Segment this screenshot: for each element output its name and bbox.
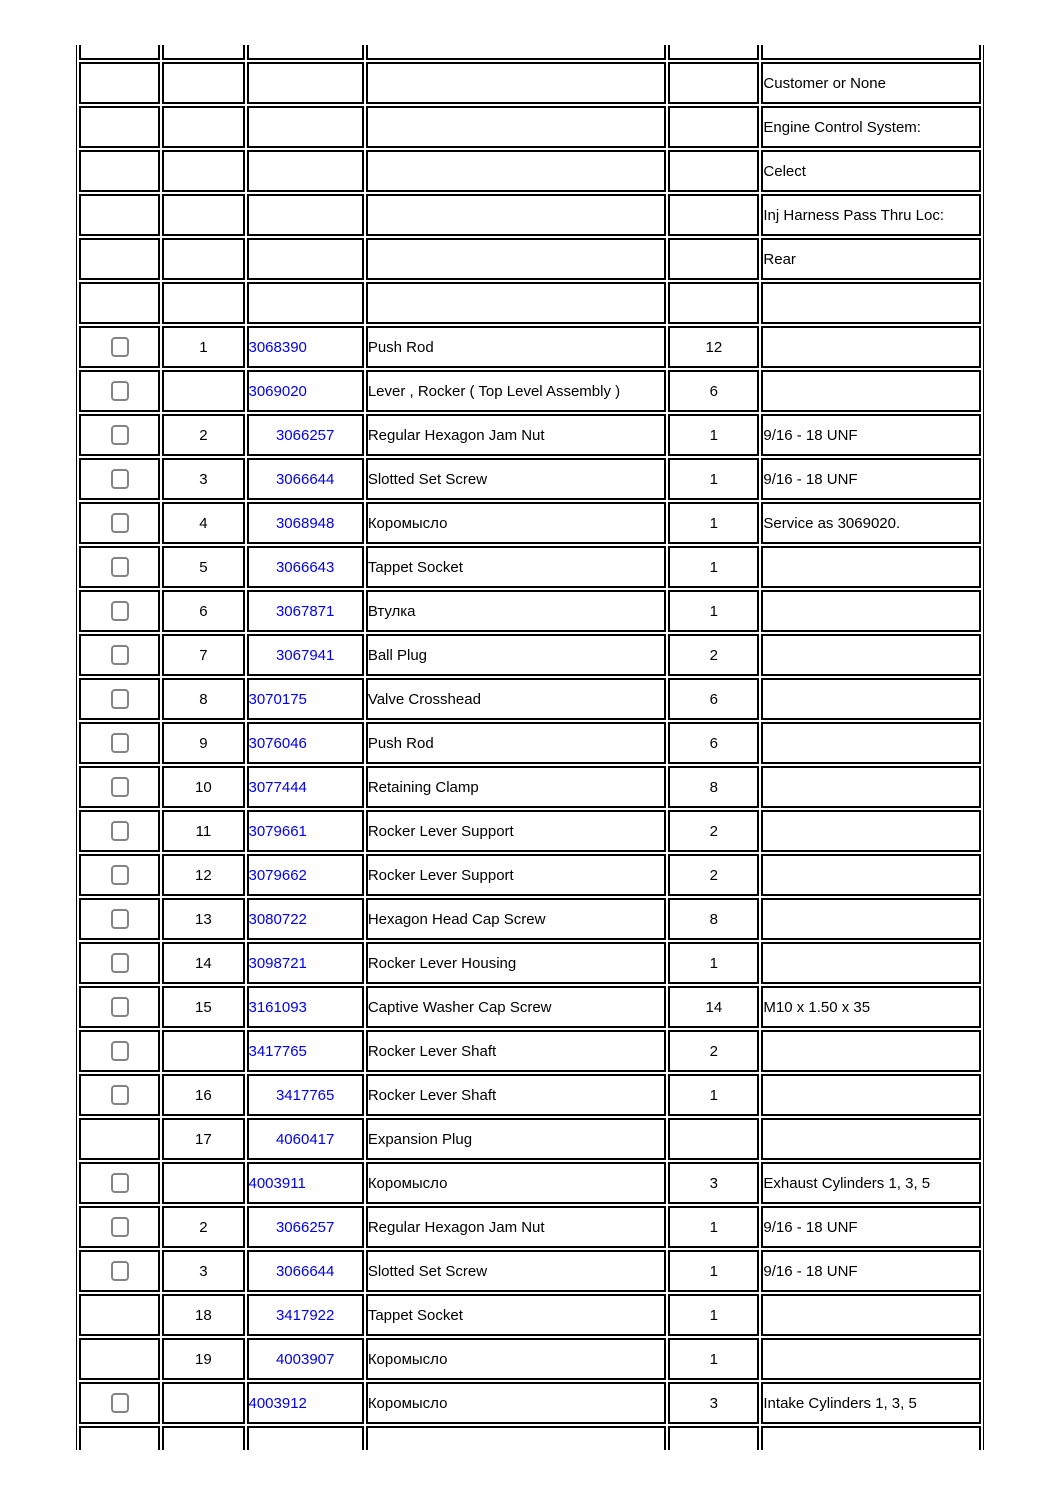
part-number-cell (247, 1118, 364, 1160)
table-row (79, 634, 981, 676)
table-row (79, 194, 981, 236)
quantity-cell: 6 (668, 678, 759, 720)
quantity-cell: 2 (668, 634, 759, 676)
part-number-cell (247, 1030, 364, 1072)
description-cell (366, 194, 666, 236)
row-checkbox[interactable] (111, 425, 129, 445)
part-number-cell (247, 546, 364, 588)
checkbox-cell (79, 414, 160, 456)
part-number-link[interactable]: 3070175 (248, 690, 307, 708)
description-cell: Tappet Socket (366, 1294, 666, 1336)
part-number-link[interactable]: 3067941 (275, 646, 335, 664)
item-number-cell: 13 (162, 898, 244, 940)
table-row (79, 414, 981, 456)
quantity-cell: 14 (668, 986, 759, 1028)
item-number-cell: 2 (162, 1206, 244, 1248)
quantity-cell: 3 (668, 1382, 759, 1424)
quantity-cell: 1 (668, 1250, 759, 1292)
table-row (79, 1338, 981, 1380)
description-cell: Коромысло (366, 1382, 666, 1424)
row-checkbox[interactable] (111, 645, 129, 665)
table-row (79, 326, 981, 368)
description-cell: Rocker Lever Housing (366, 942, 666, 984)
part-number-link[interactable]: 3067871 (275, 602, 335, 620)
checkbox-cell (79, 62, 160, 104)
item-number-cell (162, 150, 244, 192)
description-cell: Slotted Set Screw (366, 458, 666, 500)
checkbox-cell (79, 1250, 160, 1292)
row-checkbox[interactable] (111, 337, 129, 357)
part-number-link[interactable]: 3417765 (248, 1042, 307, 1060)
part-number-link[interactable]: 3077444 (248, 778, 307, 796)
quantity-cell: 1 (668, 1338, 759, 1380)
quantity-cell: 1 (668, 458, 759, 500)
description-cell: Expansion Plug (366, 1118, 666, 1160)
part-number-cell (247, 766, 364, 808)
quantity-cell: 8 (668, 898, 759, 940)
table-row (79, 1074, 981, 1116)
remarks-cell (761, 1030, 981, 1072)
part-number-link[interactable]: 3066257 (275, 426, 335, 444)
description-cell: Push Rod (366, 722, 666, 764)
checkbox-cell (79, 1338, 160, 1380)
part-number-cell (247, 1206, 364, 1248)
item-number-cell: 3 (162, 1250, 244, 1292)
item-number-cell: 16 (162, 1074, 244, 1116)
part-number-cell (247, 1250, 364, 1292)
part-number-cell (247, 722, 364, 764)
item-number-cell: 10 (162, 766, 244, 808)
quantity-cell: 6 (668, 722, 759, 764)
checkbox-cell (79, 1382, 160, 1424)
checkbox-cell (79, 1426, 160, 1450)
part-number-link[interactable]: 3161093 (248, 998, 307, 1016)
part-number-link[interactable]: 3080722 (248, 910, 307, 928)
quantity-cell (668, 1118, 759, 1160)
row-checkbox[interactable] (111, 1261, 129, 1281)
checkbox-cell (79, 634, 160, 676)
remarks-cell: 9/16 - 18 UNF (761, 414, 981, 456)
description-cell: Captive Washer Cap Screw (366, 986, 666, 1028)
part-number-cell (247, 898, 364, 940)
item-number-cell (162, 1382, 244, 1424)
table-row (79, 1162, 981, 1204)
part-number-link[interactable]: 4060417 (275, 1130, 335, 1148)
checkbox-cell (79, 722, 160, 764)
description-cell: Rocker Lever Shaft (366, 1074, 666, 1116)
part-number-cell (247, 942, 364, 984)
quantity-cell: 2 (668, 854, 759, 896)
remarks-cell (761, 590, 981, 632)
checkbox-cell (79, 1118, 160, 1160)
part-number-cell (247, 1162, 364, 1204)
item-number-cell (162, 194, 244, 236)
table-row (79, 106, 981, 148)
table-row (79, 766, 981, 808)
checkbox-cell (79, 590, 160, 632)
description-cell: Regular Hexagon Jam Nut (366, 414, 666, 456)
checkbox-cell (79, 766, 160, 808)
table-row (79, 1118, 981, 1160)
checkbox-cell (79, 238, 160, 280)
item-number-cell: 8 (162, 678, 244, 720)
table-row (79, 282, 981, 324)
description-cell: Rocker Lever Support (366, 854, 666, 896)
checkbox-cell (79, 898, 160, 940)
part-number-link[interactable]: 3066643 (275, 558, 335, 576)
part-number-cell (247, 590, 364, 632)
row-checkbox[interactable] (111, 469, 129, 489)
quantity-cell (668, 238, 759, 280)
checkbox-cell (79, 1074, 160, 1116)
checkbox-cell (79, 106, 160, 148)
part-number-cell (247, 194, 364, 236)
table-row (79, 370, 981, 412)
table-row (79, 898, 981, 940)
quantity-cell: 1 (668, 1294, 759, 1336)
part-number-cell (247, 370, 364, 412)
row-checkbox[interactable] (111, 909, 129, 929)
quantity-cell: 1 (668, 942, 759, 984)
table-row (79, 1294, 981, 1336)
part-number-link[interactable]: 4003911 (248, 1174, 306, 1192)
part-number-link[interactable]: 3066257 (275, 1218, 335, 1236)
row-checkbox[interactable] (111, 1173, 129, 1193)
quantity-cell (668, 106, 759, 148)
quantity-cell: 1 (668, 502, 759, 544)
description-cell: Rocker Lever Support (366, 810, 666, 852)
row-checkbox[interactable] (111, 381, 129, 401)
description-cell (366, 106, 666, 148)
table-row (79, 1030, 981, 1072)
part-number-cell (247, 1074, 364, 1116)
checkbox-cell (79, 45, 160, 60)
part-number-cell (247, 326, 364, 368)
quantity-cell: 1 (668, 1074, 759, 1116)
part-number-link[interactable]: 3068948 (275, 514, 335, 532)
description-cell (366, 45, 666, 60)
item-number-cell (162, 238, 244, 280)
description-cell: Hexagon Head Cap Screw (366, 898, 666, 940)
item-number-cell (162, 106, 244, 148)
item-number-cell: 4 (162, 502, 244, 544)
description-cell: Коромысло (366, 1338, 666, 1380)
part-number-cell (247, 150, 364, 192)
item-number-cell: 19 (162, 1338, 244, 1380)
part-number-cell (247, 810, 364, 852)
remarks-cell (761, 854, 981, 896)
checkbox-cell (79, 282, 160, 324)
part-number-link[interactable]: 3079661 (248, 822, 307, 840)
remarks-cell (761, 45, 981, 60)
part-number-cell (247, 1338, 364, 1380)
part-number-link[interactable]: 3069020 (248, 382, 307, 400)
part-number-link[interactable]: 3417765 (275, 1086, 335, 1104)
item-number-cell: 5 (162, 546, 244, 588)
table-row (79, 238, 981, 280)
table-row (79, 1250, 981, 1292)
table-row (79, 546, 981, 588)
item-number-cell (162, 62, 244, 104)
part-number-cell (247, 986, 364, 1028)
remarks-cell: Service as 3069020. (761, 502, 981, 544)
quantity-cell: 1 (668, 590, 759, 632)
quantity-cell: 1 (668, 414, 759, 456)
quantity-cell (668, 282, 759, 324)
remarks-cell (761, 678, 981, 720)
remarks-cell: Celect (761, 150, 981, 192)
description-cell: Коромысло (366, 502, 666, 544)
table-row (79, 458, 981, 500)
item-number-cell: 6 (162, 590, 244, 632)
part-number-cell (247, 678, 364, 720)
remarks-cell (761, 810, 981, 852)
item-number-cell (162, 1426, 244, 1450)
remarks-cell (761, 1118, 981, 1160)
item-number-cell: 18 (162, 1294, 244, 1336)
table-row (79, 810, 981, 852)
part-number-cell (247, 1382, 364, 1424)
part-number-link[interactable]: 3417922 (275, 1306, 335, 1324)
checkbox-cell (79, 458, 160, 500)
part-number-cell (247, 458, 364, 500)
quantity-cell: 8 (668, 766, 759, 808)
table-row (79, 986, 981, 1028)
row-checkbox[interactable] (111, 997, 129, 1017)
part-number-link[interactable]: 3098721 (248, 954, 307, 972)
remarks-cell: Exhaust Cylinders 1, 3, 5 (761, 1162, 981, 1204)
table-row (79, 854, 981, 896)
description-cell: Lever , Rocker ( Top Level Assembly ) (366, 370, 666, 412)
quantity-cell: 2 (668, 810, 759, 852)
table-row (79, 62, 981, 104)
remarks-cell: 9/16 - 18 UNF (761, 1206, 981, 1248)
description-cell: Retaining Clamp (366, 766, 666, 808)
row-checkbox[interactable] (111, 1393, 129, 1413)
checkbox-cell (79, 370, 160, 412)
description-cell (366, 62, 666, 104)
description-cell (366, 150, 666, 192)
checkbox-cell (79, 1294, 160, 1336)
remarks-cell (761, 370, 981, 412)
row-checkbox[interactable] (111, 865, 129, 885)
description-cell: Slotted Set Screw (366, 1250, 666, 1292)
part-number-cell (247, 62, 364, 104)
checkbox-cell (79, 326, 160, 368)
remarks-cell: Customer or None (761, 62, 981, 104)
remarks-cell (761, 898, 981, 940)
part-number-link[interactable]: 3066644 (275, 1262, 335, 1280)
part-number-cell (247, 1294, 364, 1336)
remarks-cell: 9/16 - 18 UNF (761, 1250, 981, 1292)
row-checkbox[interactable] (111, 689, 129, 709)
remarks-cell: Engine Control System: (761, 106, 981, 148)
parts-table-body (79, 45, 981, 1450)
item-number-cell: 11 (162, 810, 244, 852)
row-checkbox[interactable] (111, 777, 129, 797)
remarks-cell: 9/16 - 18 UNF (761, 458, 981, 500)
description-cell: Коромысло (366, 1162, 666, 1204)
description-cell (366, 282, 666, 324)
table-row (79, 502, 981, 544)
description-cell: Valve Crosshead (366, 678, 666, 720)
remarks-cell (761, 1426, 981, 1450)
part-number-cell (247, 854, 364, 896)
table-row (79, 678, 981, 720)
part-number-cell (247, 634, 364, 676)
row-checkbox[interactable] (111, 557, 129, 577)
row-checkbox[interactable] (111, 513, 129, 533)
parts-table (76, 45, 984, 1450)
remarks-cell (761, 942, 981, 984)
item-number-cell: 12 (162, 854, 244, 896)
quantity-cell: 2 (668, 1030, 759, 1072)
row-checkbox[interactable] (111, 1041, 129, 1061)
part-number-cell (247, 106, 364, 148)
item-number-cell (162, 370, 244, 412)
quantity-cell: 1 (668, 1206, 759, 1248)
description-cell: Regular Hexagon Jam Nut (366, 1206, 666, 1248)
row-checkbox[interactable] (111, 601, 129, 621)
quantity-cell: 3 (668, 1162, 759, 1204)
remarks-cell: Intake Cylinders 1, 3, 5 (761, 1382, 981, 1424)
quantity-cell (668, 194, 759, 236)
quantity-cell: 6 (668, 370, 759, 412)
part-number-cell (247, 414, 364, 456)
item-number-cell: 7 (162, 634, 244, 676)
item-number-cell (162, 1162, 244, 1204)
remarks-cell (761, 1074, 981, 1116)
table-row (79, 722, 981, 764)
item-number-cell: 9 (162, 722, 244, 764)
checkbox-cell (79, 1030, 160, 1072)
remarks-cell (761, 282, 981, 324)
checkbox-cell (79, 150, 160, 192)
row-checkbox[interactable] (111, 821, 129, 841)
item-number-cell: 15 (162, 986, 244, 1028)
quantity-cell (668, 150, 759, 192)
checkbox-cell (79, 546, 160, 588)
part-number-link[interactable]: 3076046 (248, 734, 307, 752)
row-checkbox[interactable] (111, 733, 129, 753)
remarks-cell (761, 1294, 981, 1336)
remarks-cell (761, 634, 981, 676)
part-number-link[interactable]: 3066644 (275, 470, 335, 488)
table-row (79, 1426, 981, 1450)
row-checkbox[interactable] (111, 1085, 129, 1105)
part-number-link[interactable]: 3079662 (248, 866, 307, 884)
table-row (79, 45, 981, 60)
item-number-cell (162, 1030, 244, 1072)
checkbox-cell (79, 1206, 160, 1248)
part-number-link[interactable]: 4003912 (248, 1394, 307, 1412)
table-row (79, 1382, 981, 1424)
remarks-cell: Inj Harness Pass Thru Loc: (761, 194, 981, 236)
item-number-cell: 3 (162, 458, 244, 500)
description-cell: Ball Plug (366, 634, 666, 676)
description-cell: Rocker Lever Shaft (366, 1030, 666, 1072)
item-number-cell (162, 45, 244, 60)
remarks-cell (761, 326, 981, 368)
checkbox-cell (79, 986, 160, 1028)
remarks-cell: Rear (761, 238, 981, 280)
quantity-cell (668, 62, 759, 104)
part-number-cell (247, 238, 364, 280)
quantity-cell (668, 1426, 759, 1450)
remarks-cell: M10 x 1.50 x 35 (761, 986, 981, 1028)
checkbox-cell (79, 502, 160, 544)
checkbox-cell (79, 1162, 160, 1204)
item-number-cell: 2 (162, 414, 244, 456)
part-number-link[interactable]: 3068390 (248, 338, 307, 356)
checkbox-cell (79, 942, 160, 984)
description-cell (366, 238, 666, 280)
row-checkbox[interactable] (111, 953, 129, 973)
remarks-cell (761, 546, 981, 588)
table-row (79, 942, 981, 984)
checkbox-cell (79, 810, 160, 852)
description-cell: Push Rod (366, 326, 666, 368)
quantity-cell (668, 45, 759, 60)
description-cell: Tappet Socket (366, 546, 666, 588)
checkbox-cell (79, 854, 160, 896)
item-number-cell (162, 282, 244, 324)
part-number-cell (247, 45, 364, 60)
remarks-cell (761, 766, 981, 808)
row-checkbox[interactable] (111, 1217, 129, 1237)
description-cell: Втулка (366, 590, 666, 632)
remarks-cell (761, 722, 981, 764)
checkbox-cell (79, 678, 160, 720)
quantity-cell: 12 (668, 326, 759, 368)
item-number-cell: 14 (162, 942, 244, 984)
part-number-cell (247, 1426, 364, 1450)
parts-table-container (76, 45, 984, 1450)
item-number-cell: 17 (162, 1118, 244, 1160)
part-number-link[interactable]: 4003907 (275, 1350, 335, 1368)
remarks-cell (761, 1338, 981, 1380)
table-row (79, 150, 981, 192)
table-row (79, 590, 981, 632)
table-row (79, 1206, 981, 1248)
checkbox-cell (79, 194, 160, 236)
description-cell (366, 1426, 666, 1450)
part-number-cell (247, 282, 364, 324)
item-number-cell: 1 (162, 326, 244, 368)
part-number-cell (247, 502, 364, 544)
quantity-cell: 1 (668, 546, 759, 588)
